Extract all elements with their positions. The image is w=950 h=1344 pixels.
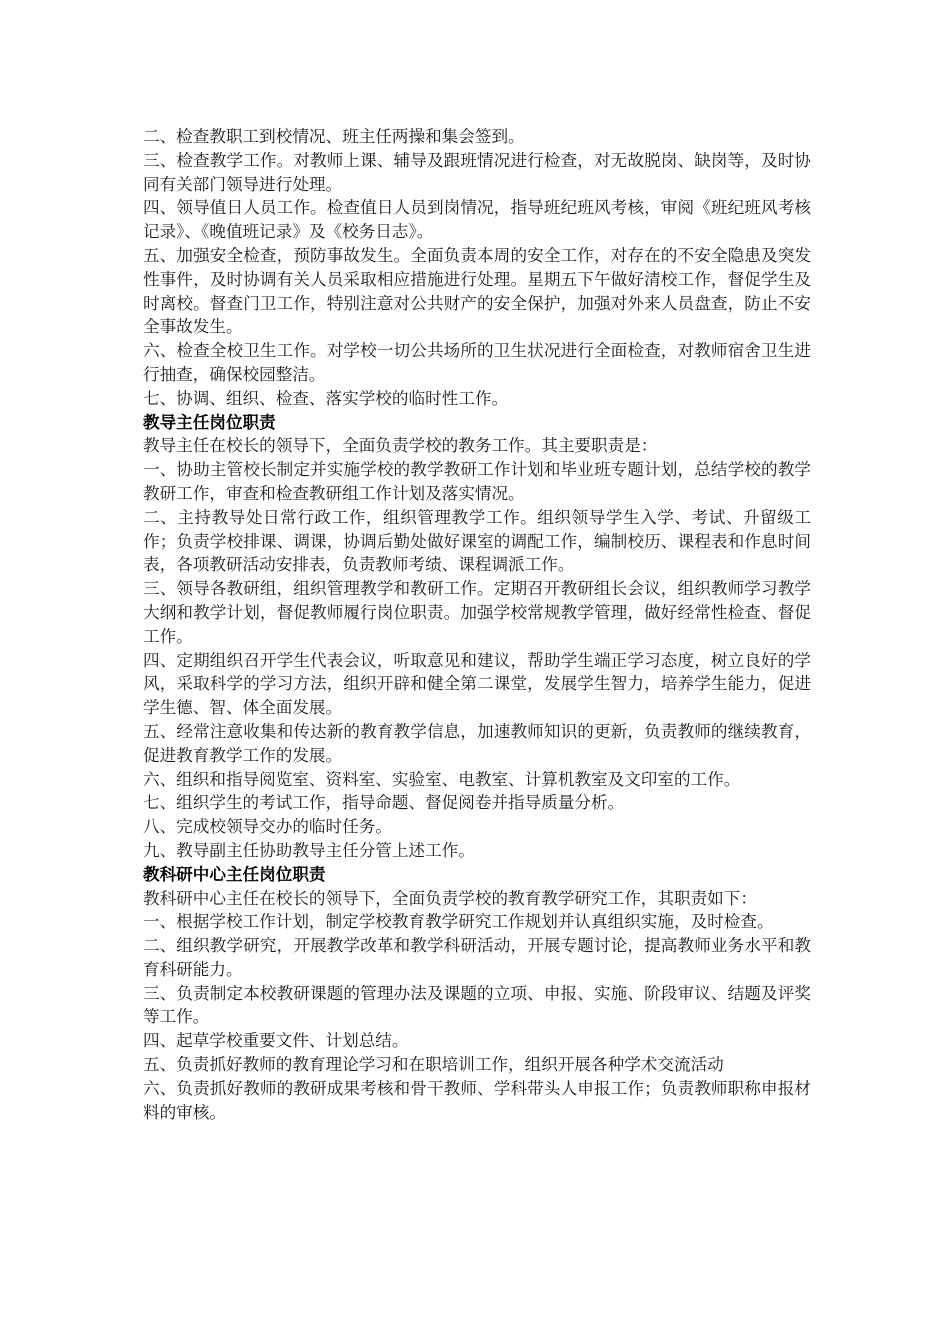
paragraph: 五、加强安全检查，预防事故发生。全面负责本周的安全工作，对存在的不安全隐患及突发性事件，及时协调有关人员采取相应措施进行处理。星期五下午做好清校工作，督促学生及时离校。督查门卫工作，特别注意对公共财产的安全保护，加强对外来人员盘查，防止不安全事故发生。 [143,245,811,337]
paragraph: 二、检查教职工到校情况、班主任两操和集会签到。 [143,127,525,146]
paragraph: 教导主任在校长的领导下，全面负责学校的教务工作。其主要职责是： [143,436,658,456]
paragraph: 四、定期组织召开学生代表会议，听取意见和建议，帮助学生端正学习态度，树立良好的学风，采取科学的学习方法，组织开辟和健全第二课堂，发展学生智力，培养学生能力，促进学生德、智、体全面发展。 [143,650,811,718]
paragraph: 五、经常注意收集和传达新的教育教学信息，加速教师知识的更新，负责教师的继续教育，促进教育教学工作的发展。 [143,721,811,765]
paragraph: 五、负责抓好教师的教育理论学习和在职培训工作，组织开展各种学术交流活动 [143,1055,724,1075]
section-heading-research-center: 教科研中心主任岗位职责 [143,864,326,884]
paragraph: 六、检查全校卫生工作。对学校一切公共场所的卫生状况进行全面检查，对教师宿舍卫生进行抽查，确保校园整洁。 [143,341,811,384]
paragraph: 教科研中心主任在校长的领导下，全面负责学校的教育教学研究工作，其职责如下： [143,888,757,908]
paragraph: 四、领导值日人员工作。检查值日人员到岗情况，指导班纪班风考核，审阅《班纪班风考核记录》、《晚值班记录》及《校务日志》。 [143,198,811,242]
paragraph: 七、协调、组织、检查、落实学校的临时性工作。 [143,388,509,408]
paragraph: 六、组织和指导阅览室、资料室、实验室、电教室、计算机教室及文印室的工作。 [143,769,741,789]
paragraph: 七、组织学生的考试工作，指导命题、督促阅卷并指导质量分析。 [143,793,625,813]
paragraph: 三、负责制定本校教研课题的管理办法及课题的立项、申报、实施、阶段审议、结题及评奖等工作。 [143,983,811,1027]
paragraph: 三、领导各教研组，组织管理教学和教研工作。定期召开教研组长会议，组织教师学习教学大纲和教学计划，督促教师履行岗位职责。加强学校常规教学管理，做好经常性检查、督促工作。 [143,579,811,646]
paragraph: 九、教导副主任协助教导主任分管上述工作。 [143,840,475,860]
paragraph: 一、协助主管校长制定并实施学校的教学教研工作计划和毕业班专题计划，总结学校的教学教研工作，审查和检查教研组工作计划及落实情况。 [143,460,811,503]
paragraph: 三、检查教学工作。对教师上课、辅导及跟班情况进行检查，对无故脱岗、缺岗等，及时协同有关部门领导进行处理。 [143,150,811,194]
paragraph: 二、主持教导处日常行政工作，组织管理教学工作。组织领导学生入学、考试、升留级工作；负责学校排课、调课，协调后勤处做好课室的调配工作，编制校历、课程表和作息时间表，各项教研活动安排表，负责教师考绩、课程调派工作。 [143,507,811,575]
section-heading-dean: 教导主任岗位职责 [143,412,276,432]
document-page [143,125,811,1124]
paragraph: 一、根据学校工作计划，制定学校教育教学研究工作规划并认真组织实施，及时检查。 [143,912,774,932]
paragraph: 八、完成校领导交办的临时任务。 [143,817,392,837]
paragraph: 二、组织教学研究，开展教学改革和教学科研活动，开展专题讨论，提高教师业务水平和教育科研能力。 [143,936,811,979]
paragraph: 四、起草学校重要文件、计划总结。 [143,1031,409,1051]
paragraph: 六、负责抓好教师的教研成果考核和骨干教师、学科带头人申报工作；负责教师职称申报材料的审核。 [143,1078,811,1122]
